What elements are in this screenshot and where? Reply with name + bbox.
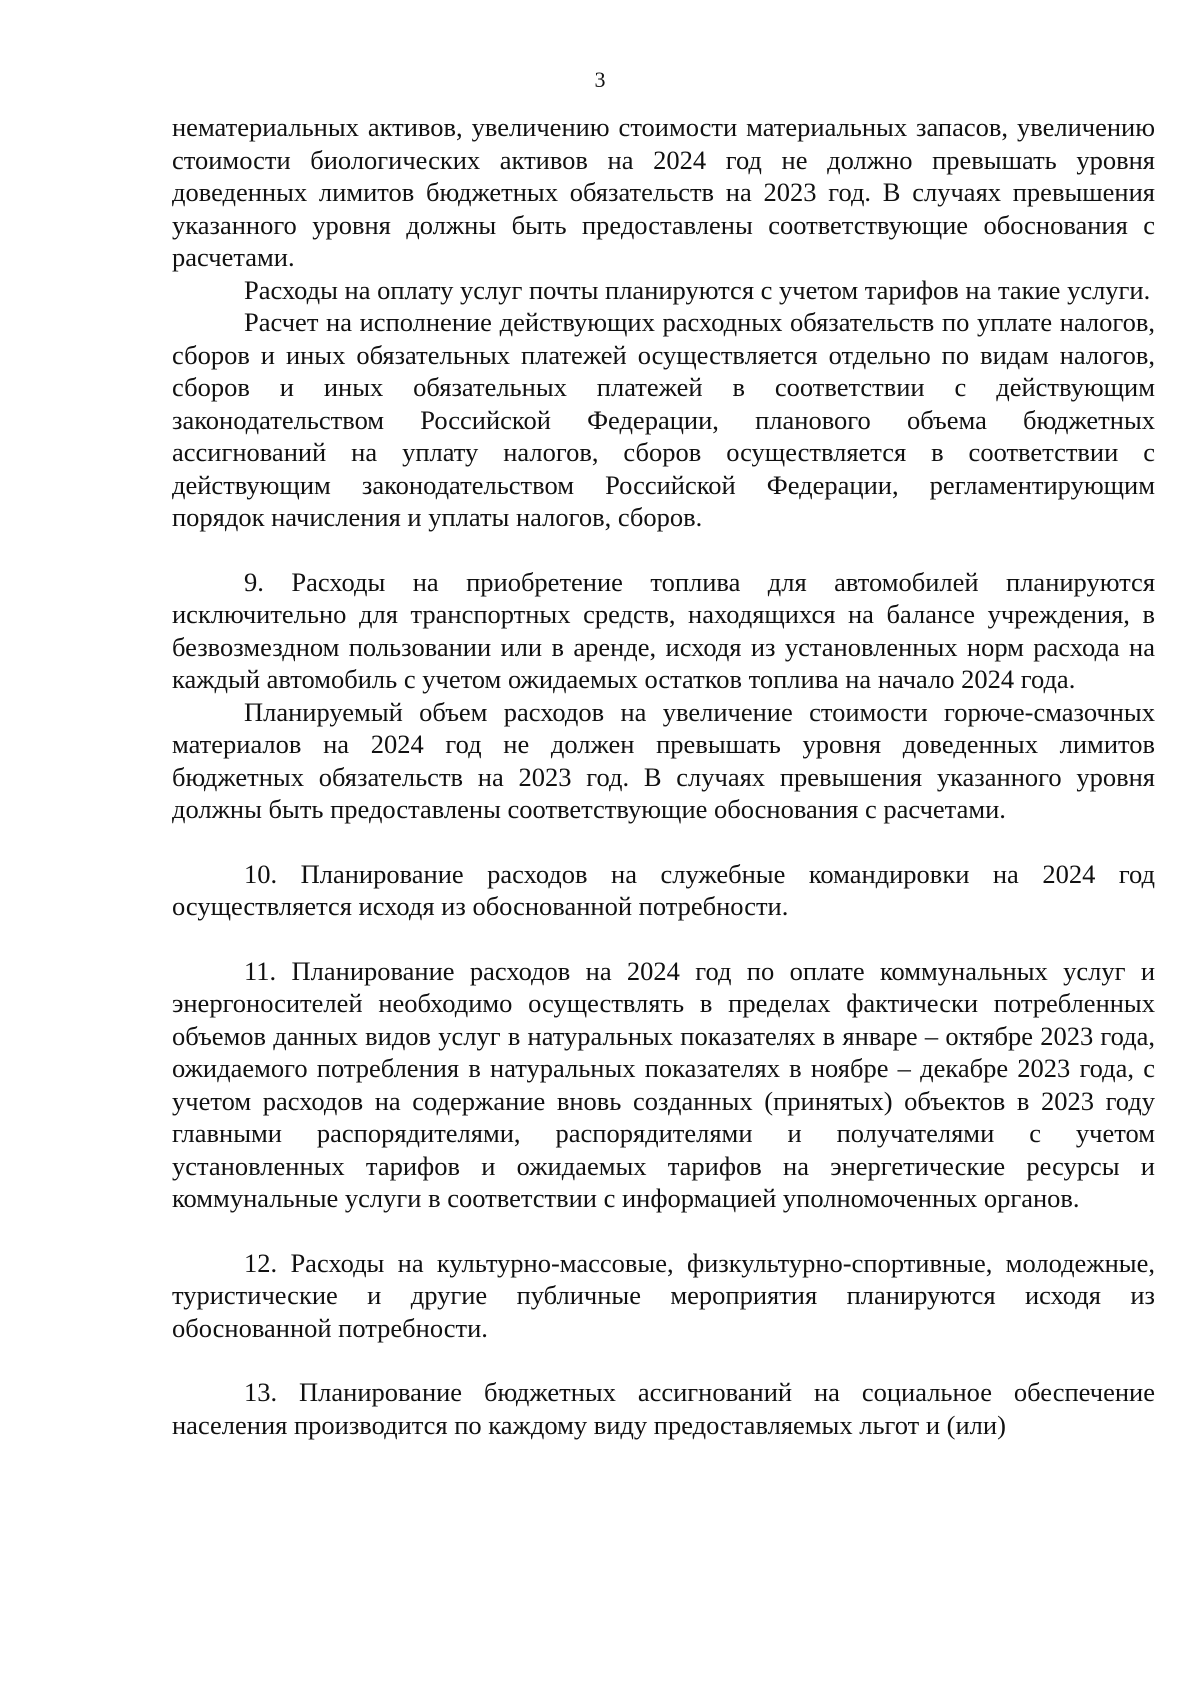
- item-text: Планирование бюджетных ассигнований на социальное обеспечение населения производится по каждому виду предоставляемых льгот и (или): [172, 1377, 1155, 1440]
- item-text: Расходы на культурно-массовые, физкультурно-спортивные, молодежные, туристические и другие публичные мероприятия планируются исходя из обоснованной потребности.: [172, 1247, 1155, 1343]
- section-gap: [172, 923, 1155, 955]
- item-number: 11.: [244, 955, 277, 986]
- item-number: 9.: [244, 566, 264, 597]
- item-9-fuel: [172, 566, 1155, 696]
- paragraph-postal-services: Расходы на оплату услуг почты планируются с учетом тарифов на такие услуги.: [244, 274, 1151, 305]
- item-10-business-trips: [172, 858, 1155, 923]
- section-gap: [172, 826, 1155, 858]
- item-13-social-security: [172, 1376, 1155, 1441]
- section-gap: [172, 534, 1155, 566]
- item-text: Планирование расходов на 2024 год по оплате коммунальных услуг и энергоносителей необходимо осуществлять в пределах фактически потребленных объемов данных видов услуг в натуральных показателях в январе – октябре 2023 года, ожидаемого потребления в натуральных показателях в ноябре – декабре 2023 года, с учетом расходов на содержание вновь созданных (принятых) объектов в 2023 году главными распорядителями, распорядителями и получателями с учетом установленных тарифов и ожидаемых тарифов на энергетические ресурсы и коммунальные услуги в соответствии с информацией уполномоченных органов.: [172, 955, 1156, 1213]
- section-gap: [172, 1215, 1155, 1247]
- item-11-utilities: [172, 955, 1155, 1215]
- paragraph-taxes: Расчет на исполнение действующих расходных обязательств по уплате налогов, сборов и иных обязательных платежей осуществляется отдельно по видам налогов, сборов и иных обязательных платежей в соответствии с действующим законодательством Российской Федерации, планового объема бюджетных ассигнований на уплату налогов, сборов осуществляется в соответствии с действующим законодательством Российской Федерации, регламентирующим порядок начисления и уплаты налогов, сборов.: [172, 307, 1155, 532]
- document-body: [172, 111, 1155, 1441]
- paragraph-fuel-lubricants: Планируемый объем расходов на увеличение стоимости горюче-смазочных материалов на 2024 год не должен превышать уровня доведенных лимитов бюджетных обязательств на 2023 год. В случаях превышения указанного уровня должны быть предоставлены соответствующие обоснования с расчетами.: [172, 696, 1155, 824]
- page-number: 3: [594, 67, 606, 92]
- item-number: 13.: [244, 1377, 278, 1407]
- section-gap: [172, 1344, 1155, 1376]
- item-text: Планирование расходов на служебные командировки на 2024 год осуществляется исходя из обоснованной потребности.: [172, 858, 1155, 921]
- item-text: Расходы на приобретение топлива для автомобилей планируются исключительно для транспортных средств, находящихся на балансе учреждения, в безвозмездном пользовании или в аренде, исходя из установленных норм расхода на каждый автомобиль с учетом ожидаемых остатков топлива на начало 2024 года.: [172, 566, 1156, 694]
- item-12-public-events: [172, 1247, 1155, 1345]
- item-number: 10.: [244, 858, 278, 889]
- paragraph-continuation: нематериальных активов, увеличению стоимости материальных запасов, увеличению стоимости биологических активов на 2024 год не должно превышать уровня доведенных лимитов бюджетных обязательств на 2023 год. В случаях превышения указанного уровня должны быть предоставлены соответствующие обоснования с расчетами.: [172, 112, 1155, 272]
- item-number: 12.: [244, 1247, 278, 1278]
